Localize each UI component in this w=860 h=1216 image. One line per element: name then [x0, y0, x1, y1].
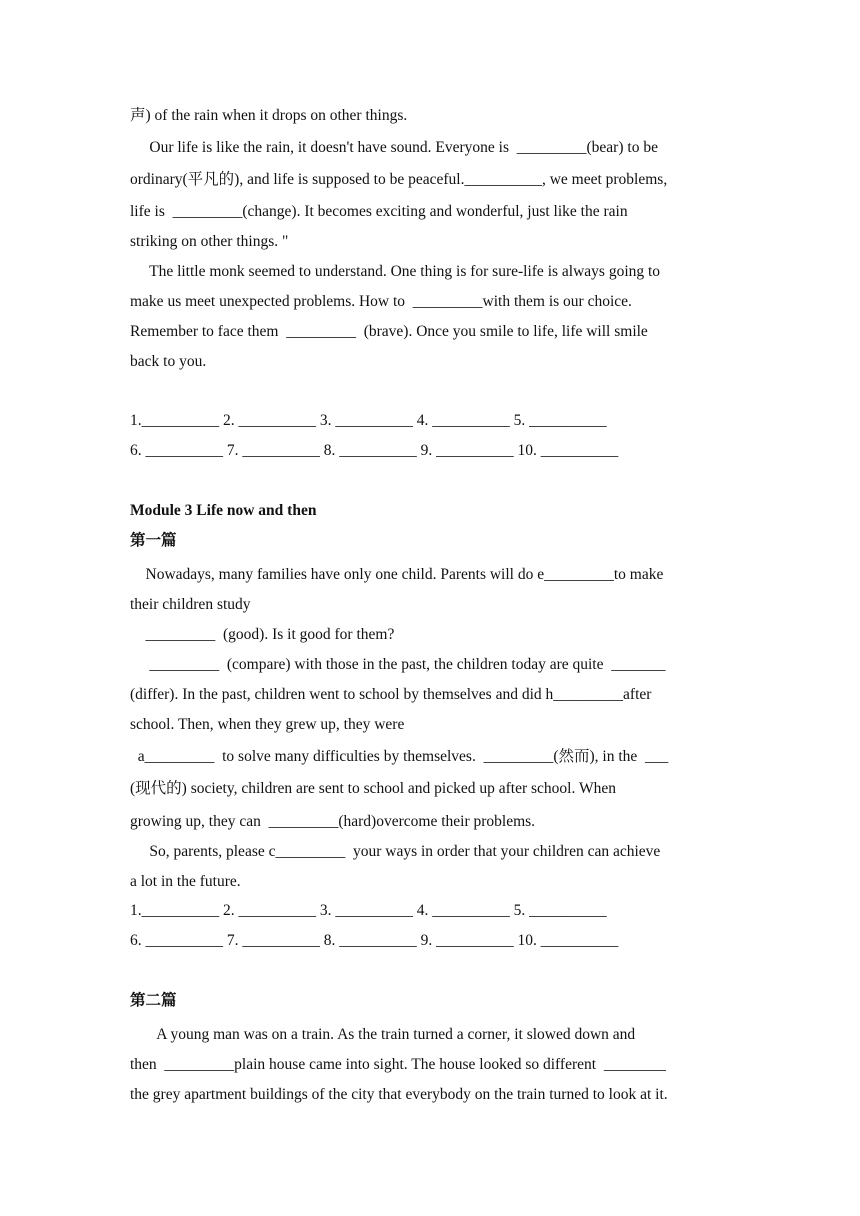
- answer-blanks-row: 1.__________ 2. __________ 3. __________ 4. __________ 5. __________: [130, 412, 607, 429]
- answer-blanks-row: 6. __________ 7. __________ 8. __________ 9. __________ 10. __________: [130, 442, 619, 459]
- text-line: (differ). In the past, children went to school by themselves and did h_________after: [130, 686, 652, 703]
- text-line: _________ (good). Is it good for them?: [130, 626, 395, 643]
- answer-blanks-row: 1.__________ 2. __________ 3. __________ 4. __________ 5. __________: [130, 902, 607, 919]
- text-line: So, parents, please c_________ your ways in order that your children can achieve: [130, 843, 661, 860]
- text-line: life is _________(change). It becomes exciting and wonderful, just like the rain: [130, 203, 628, 220]
- text-line: make us meet unexpected problems. How to _________with them is our choice.: [130, 293, 632, 310]
- text-line: (现代的) society, children are sent to school and picked up after school. When: [130, 780, 616, 797]
- text-line: A young man was on a train. As the train turned a corner, it slowed down and: [130, 1026, 636, 1043]
- text-line: then _________plain house came into sight. The house looked so different ________: [130, 1056, 666, 1073]
- text-line: _________ (compare) with those in the past, the children today are quite _______: [130, 656, 666, 673]
- passage-heading: 第一篇: [130, 532, 177, 549]
- text-line: Nowadays, many families have only one child. Parents will do e_________to make: [130, 566, 664, 583]
- text-line: growing up, they can _________(hard)overcome their problems.: [130, 813, 536, 830]
- text-line: 声) of the rain when it drops on other things.: [130, 107, 408, 124]
- text-line: school. Then, when they grew up, they were: [130, 716, 405, 733]
- text-line: The little monk seemed to understand. One thing is for sure-life is always going to: [130, 263, 661, 280]
- text-line: their children study: [130, 596, 251, 613]
- answer-blanks-row: 6. __________ 7. __________ 8. __________ 9. __________ 10. __________: [130, 932, 619, 949]
- text-line: ordinary(平凡的), and life is supposed to be peaceful.__________, we meet problems,: [130, 171, 668, 188]
- text-line: striking on other things. ": [130, 233, 289, 250]
- text-line: back to you.: [130, 353, 207, 370]
- text-line: Our life is like the rain, it doesn't have sound. Everyone is _________(bear) to be: [130, 139, 658, 156]
- text-line: Remember to face them _________ (brave). Once you smile to life, life will smile: [130, 323, 648, 340]
- passage-heading: 第二篇: [130, 992, 177, 1009]
- section-heading: Module 3 Life now and then: [130, 502, 317, 519]
- text-line: a_________ to solve many difficulties by themselves. _________(然而), in the ___: [130, 748, 669, 765]
- text-line: a lot in the future.: [130, 873, 241, 890]
- text-line: the grey apartment buildings of the city that everybody on the train turned to look at it.: [130, 1086, 668, 1103]
